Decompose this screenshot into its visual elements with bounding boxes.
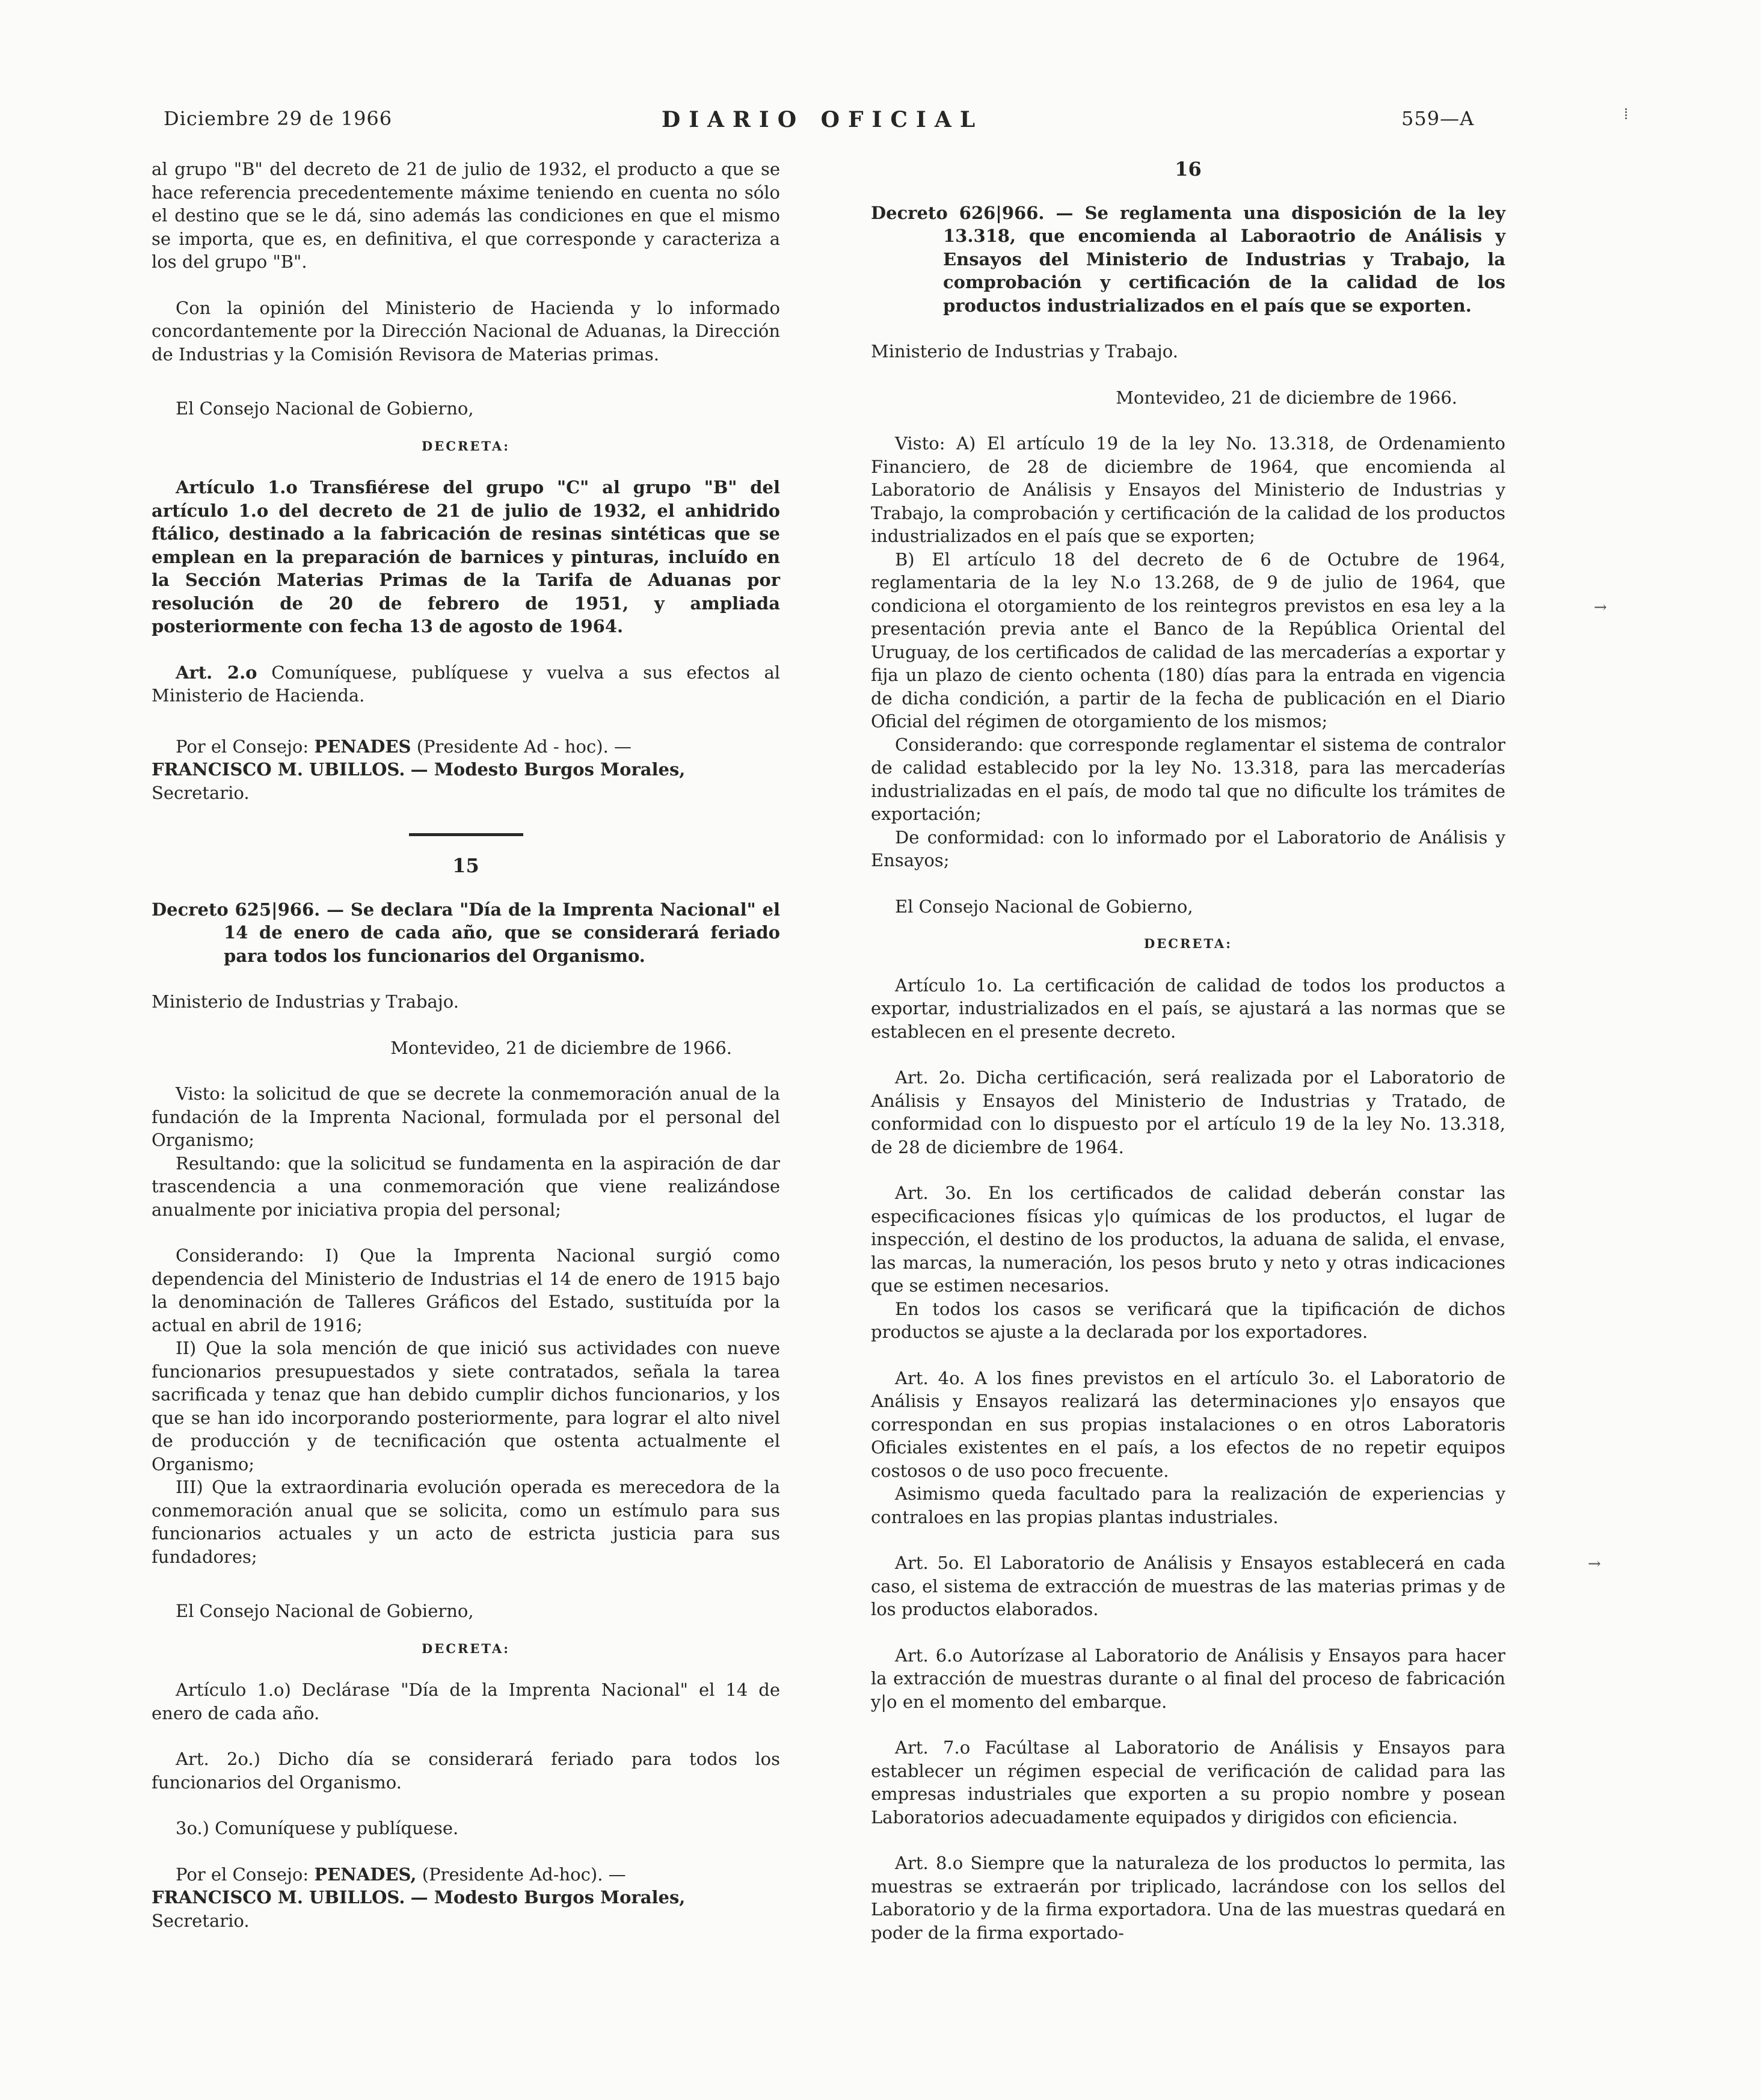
scan-mark-icon: → xyxy=(1594,599,1607,617)
ministry-line-right: Ministerio de Industrias y Trabajo. xyxy=(871,341,1178,362)
article-2 xyxy=(152,661,780,707)
signature-minister-2: FRANCISCO M. UBILLOS. xyxy=(152,1887,405,1908)
conformidad-paragraph: De conformidad: con lo informado por el Laboratorio de Análisis y Ensayos; xyxy=(871,827,1505,870)
decree-16-article-1: Artículo 1o. La certificación de calidad de todos los productos a exportar, industrializados en el país, se ajustará a las normas que se establecen en el presente decreto. xyxy=(871,975,1505,1042)
decree-16-article-4b: Asimismo queda facultado para la realización de experiencias y contraloes en las propias plantas industriales. xyxy=(871,1483,1505,1527)
decree-15-article-3: 3o.) Comuníquese y publíquese. xyxy=(176,1818,459,1838)
opinion-paragraph: Con la opinión del Ministerio de Hacienda y lo informado concordantemente por la Dirección Nacional de Aduanas, la Dirección de Industrias y la Comisión Revisora de Materias primas. xyxy=(152,297,780,365)
decree-16-article-5: Art. 5o. El Laboratorio de Análisis y Ensayos establecerá en cada caso, el sistema de extracción de muestras de las materias primas y de los productos elaborados. xyxy=(871,1553,1505,1619)
decree-16-summary: — Se reglamenta una disposición de la ley 13.318, que encomienda al Laboraotrio de Análisis y Ensayos del Ministerio de Industrias y Trabajo, la comprobación y certificación de la calidad de los productos industrializados en el país que se exporten. xyxy=(943,202,1505,316)
considerando-3: III) Que la extraordinaria evolución operada es merecedora de la conmemoración anual que se solicita, como un estímulo para sus funcionarios actuales y un acto de estricta justicia para sus fundadores; xyxy=(152,1477,780,1567)
decree-number-16: 16 xyxy=(1175,158,1202,180)
consejo-line-2: El Consejo Nacional de Gobierno, xyxy=(176,1601,474,1621)
decreta-heading-right: DECRETA: xyxy=(1144,936,1232,951)
decree-16-article-6: Art. 6.o Autorízase al Laboratorio de Análisis y Ensayos para hacer la extracción de muestras durante o al final del proceso de fabricación y|o en el momento del embarque. xyxy=(871,1645,1505,1712)
ministry-line: Ministerio de Industrias y Trabajo. xyxy=(152,991,459,1012)
decree-16-title xyxy=(871,202,1505,318)
place-date-line-right: Montevideo, 21 de diciembre de 1966. xyxy=(1116,387,1457,408)
left-column xyxy=(152,158,780,1932)
signature-minister: FRANCISCO M. UBILLOS. xyxy=(152,759,405,780)
signature-line-4 xyxy=(152,1863,780,1886)
decree-16-article-7: Art. 7.o Facúltase al Laboratorio de Análisis y Ensayos para establecer un régimen especial de verificación de calidad para las empresas industriales que exporten a su propio nombre y posean Laboratorios adecuadamente equipados y dirigidos con eficiencia. xyxy=(871,1737,1505,1827)
scan-mark-icon: → xyxy=(1588,1555,1601,1573)
signature-president: PENADES xyxy=(314,736,411,757)
decree-16-article-3: Art. 3o. En los certificados de calidad deberán constar las especificaciones físicas y|o químicas de los productos, el lugar de inspección, el destino de los productos, la aduana de salida, el envase, las marcas, la numeración, los pesos bruto y neto y otras indicaciones que se estimen necesarios. xyxy=(871,1183,1505,1296)
considerando-2: II) Que la sola mención de que inició sus actividades con nueve funcionarios presupuestados y siete contratados, señala la tarea sacrificada y tenaz que han debido cumplir dichos funcionarios, y los que se han ido incorporando posteriormente, para lograr el alto nivel de producción y de tecnificación que ostenta actualmente el Organismo; xyxy=(152,1338,780,1474)
decree-15-title xyxy=(152,898,780,968)
article-2-text: Comuníquese, publíquese y vuelva a sus efectos al Ministerio de Hacienda. xyxy=(152,662,781,706)
decreta-heading-2: DECRETA: xyxy=(422,1640,510,1656)
decree-16-article-3b: En todos los casos se verificará que la tipificación de dichos productos se ajuste a la declarada por los exportadores. xyxy=(871,1298,1505,1342)
decree-15-summary: — Se declara "Día de la Imprenta Nacional" el 14 de enero de cada año, que se considerará feriado para todos los funcionarios del Organismo. xyxy=(224,899,780,966)
signature-role: (Presidente Ad - hoc). — xyxy=(416,736,632,757)
decree-15-label: Decreto 625|966. xyxy=(152,899,321,920)
article-1-label: Artículo 1.o xyxy=(176,477,298,497)
signature-line-1 xyxy=(152,735,780,759)
signature-line-6: Secretario. xyxy=(152,1910,250,1931)
signature-line-5 xyxy=(152,1886,780,1909)
consejo-line: El Consejo Nacional de Gobierno, xyxy=(176,398,474,419)
decree-15-article-1: Artículo 1.o) Declárase "Día de la Imprenta Nacional" el 14 de enero de cada año. xyxy=(152,1680,780,1723)
decree-number-15: 15 xyxy=(452,854,479,877)
consejo-line-right: El Consejo Nacional de Gobierno, xyxy=(895,896,1193,917)
decree-16-article-4: Art. 4o. A los fines previstos en el artículo 3o. el Laboratorio de Análisis y Ensayos realizará las determinaciones y|o ensayos que correspondan en sus propias instalaciones o en otros Laboratoris Oficiales existentes en el país, a los efectos de no repetir equipos costosos o de uso poco frecuente. xyxy=(871,1367,1505,1481)
signature-line-3: Secretario. xyxy=(152,782,250,803)
signature-prefix-2: Por el Consejo: xyxy=(176,1864,309,1885)
decree-15-article-2: Art. 2o.) Dicho día se considerará feriado para todos los funcionarios del Organismo. xyxy=(152,1749,780,1793)
intro-paragraph: al grupo "B" del decreto de 21 de julio de 1932, el producto a que se hace referencia precedentemente máxime teniendo en cuenta no sólo el destino que se le dá, sino además las condiciones en que el mismo se importa, que es, en definitiva, el que corresponde y caracteriza a los del grupo "B". xyxy=(152,159,780,272)
header-title: DIARIO OFICIAL xyxy=(662,107,984,132)
page-header xyxy=(0,107,1761,143)
decree-16-article-8: Art. 8.o Siempre que la naturaleza de los productos lo permita, las muestras se extraerán por triplicado, lacrándose con los sellos del Laboratorio y de la firma exportadora. Una de las muestras quedará en poder de la firma exportado- xyxy=(871,1853,1505,1943)
article-2-label: Art. 2.o xyxy=(176,662,257,683)
visto-a-paragraph: Visto: A) El artículo 19 de la ley No. 13.318, de Ordenamiento Financiero, de 28 de diciembre de 1964, que encomienda al Laboratorio de Análisis y Ensayos del Ministerio de Industrias y Trabajo, la comprobación y certificación de la calidad de los productos industrializados en el país que se exporten; xyxy=(871,433,1505,546)
signature-role-2: (Presidente Ad-hoc). — xyxy=(422,1864,626,1885)
signature-line-2 xyxy=(152,758,780,781)
signature-secretary-2: — Modesto Burgos Morales, xyxy=(410,1887,686,1908)
header-page-number: 559—A xyxy=(1401,107,1475,130)
decree-16-article-2: Art. 2o. Dicha certificación, será realizada por el Laboratorio de Análisis y Ensayos del Ministerio de Industrias y Tratado, de conformidad con lo dispuesto por el artículo 19 de la ley No. 13.318, de 28 de diciembre de 1964. xyxy=(871,1067,1505,1157)
header-date: Diciembre 29 de 1966 xyxy=(164,107,393,130)
considerando-right: Considerando: que corresponde reglamentar el sistema de contralor de calidad establecido por la ley No. 13.318, para las mercaderías industrializadas en el país, de modo tal que no dificulte los trámites de exportación; xyxy=(871,734,1505,824)
signature-president-2: PENADES, xyxy=(314,1864,417,1885)
visto-paragraph: Visto: la solicitud de que se decrete la conmemoración anual de la fundación de la Imprenta Nacional, formulada por el personal del Organismo; xyxy=(152,1083,780,1150)
visto-b-paragraph: B) El artículo 18 del decreto de 6 de Octubre de 1964, reglamentaria de la ley N.o 13.268, de 9 de julio de 1964, que condiciona el otorgamiento de los reintegros previstos en esa ley a la presentación previa ante el Banco de la República Oriental del Uruguay, de los certificados de calidad de las mercaderías a exportar y fija un plazo de ciento ochenta (180) días para la entrada en vigencia de dicha condición, a partir de la fecha de publicación en el Diario Oficial del régimen de otorgamiento de los mismos; xyxy=(871,549,1505,731)
article-1-text: Transfiérese del grupo "C" al grupo "B" del artículo 1.o del decreto de 21 de julio de 1932, el anhidrido ftálico, destinado a la fabricación de resinas sintéticas que se emplean en la preparación de barnices y pinturas, incluído en la Sección Materias Primas de la Tarifa de Aduanas por resolución de 20 de febrero de 1951, y ampliada posteriormente con fecha 13 de agosto de 1964. xyxy=(152,477,780,636)
right-column xyxy=(871,158,1505,1944)
decree-16-label: Decreto 626|966. xyxy=(871,202,1045,223)
scan-mark-icon: ⁞ xyxy=(1624,105,1629,123)
section-divider xyxy=(409,833,523,836)
signature-prefix: Por el Consejo: xyxy=(176,736,309,757)
decreta-heading: DECRETA: xyxy=(422,438,510,454)
signature-secretary: — Modesto Burgos Morales, xyxy=(410,759,686,780)
place-date-line: Montevideo, 21 de diciembre de 1966. xyxy=(390,1037,732,1058)
resultando-paragraph: Resultando: que la solicitud se fundamenta en la aspiración de dar trascendencia a una conmemoración que viene realizándose anualmente por iniciativa propia del personal; xyxy=(152,1153,780,1220)
considerando-1: Considerando: I) Que la Imprenta Nacional surgió como dependencia del Ministerio de Industrias el 14 de enero de 1915 bajo la denominación de Talleres Gráficos del Estado, sustituída por la actual en abril de 1916; xyxy=(152,1245,780,1335)
article-1 xyxy=(152,476,780,638)
